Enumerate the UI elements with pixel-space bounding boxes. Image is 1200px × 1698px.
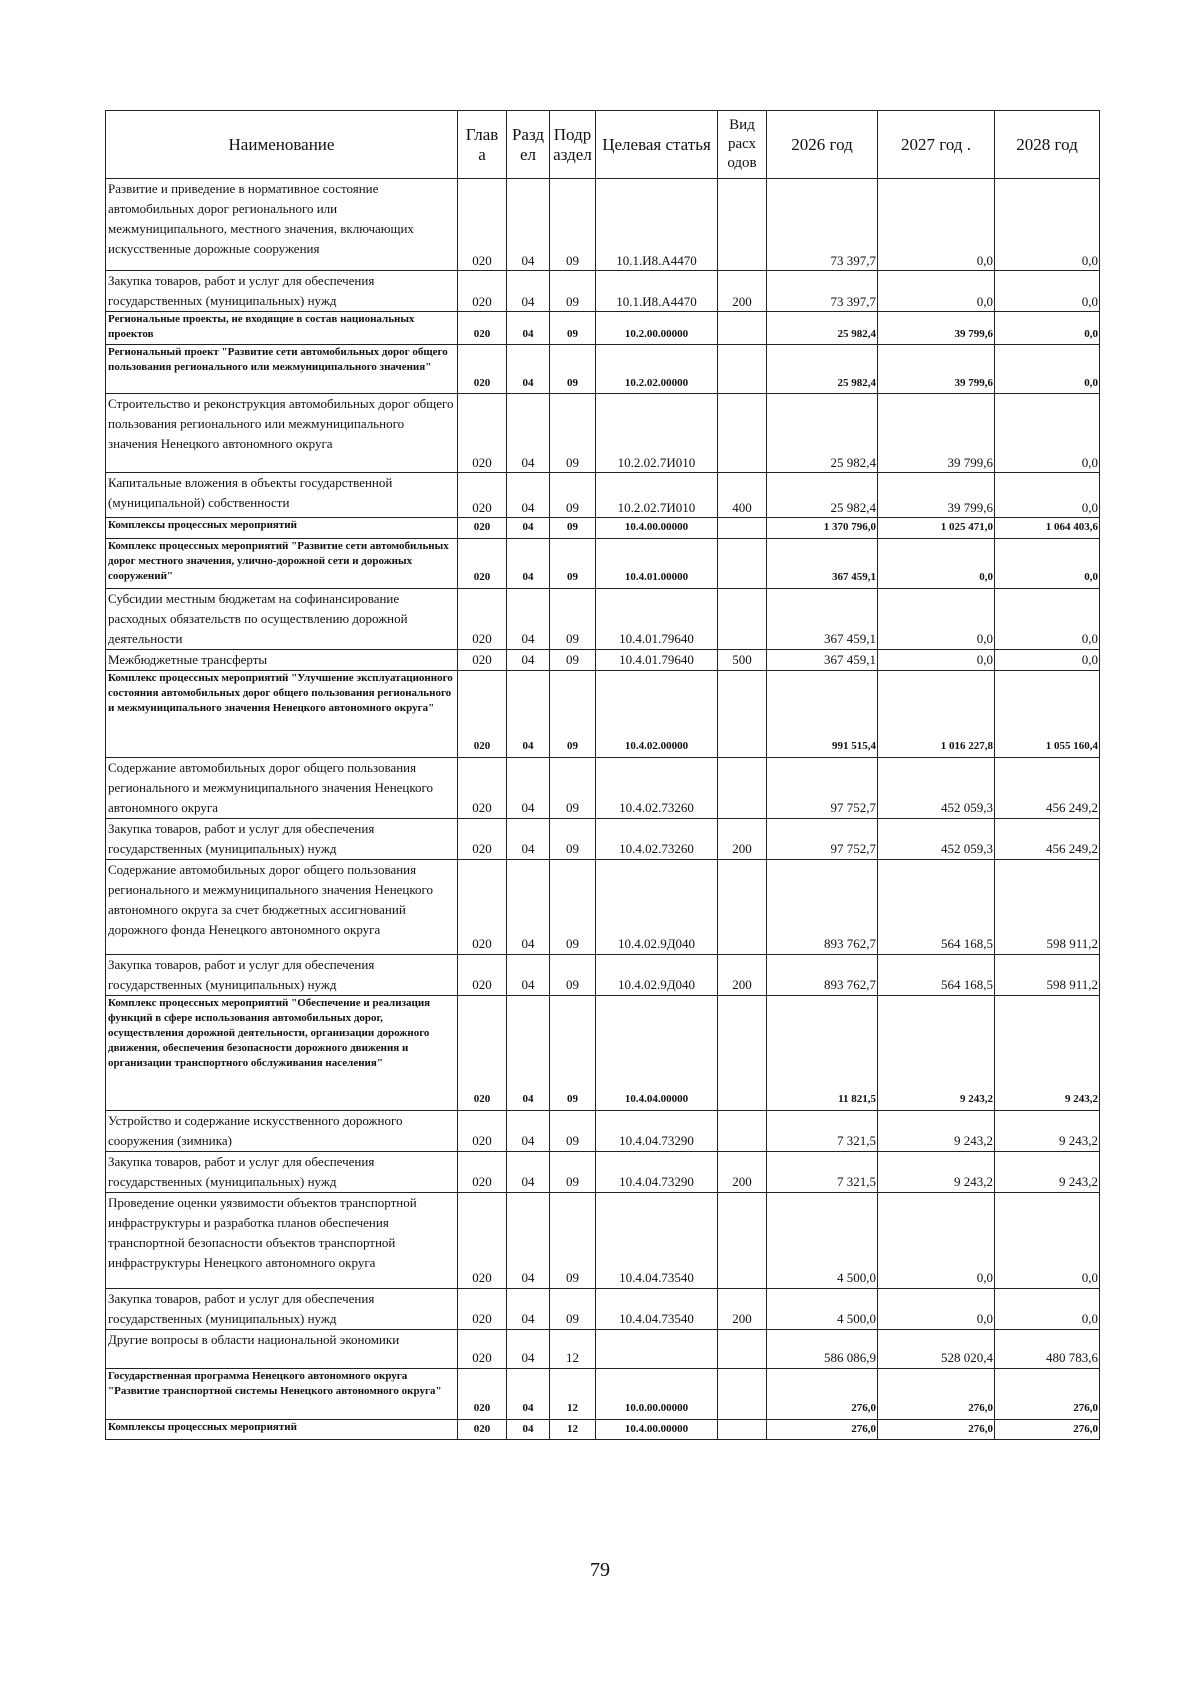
cell-y2027: 276,0 [878, 1368, 995, 1419]
cell-y2028: 0,0 [995, 538, 1100, 588]
table-row [106, 345, 1100, 394]
cell-vid: 400 [718, 473, 767, 518]
cell-podrazdel: 09 [550, 757, 596, 818]
table-row [106, 757, 1100, 818]
cell-vid: 200 [718, 1151, 767, 1192]
cell-glava: 020 [458, 995, 507, 1110]
cell-target: 10.2.00.00000 [596, 312, 718, 345]
cell-y2027: 276,0 [878, 1419, 995, 1440]
cell-y2026: 25 982,4 [767, 394, 878, 473]
cell-razdel: 04 [507, 1419, 550, 1440]
cell-y2026: 276,0 [767, 1368, 878, 1419]
cell-razdel: 04 [507, 312, 550, 345]
cell-y2028: 1 055 160,4 [995, 670, 1100, 757]
cell-podrazdel: 09 [550, 179, 596, 271]
cell-y2027: 1 016 227,8 [878, 670, 995, 757]
cell-y2028: 0,0 [995, 179, 1100, 271]
cell-podrazdel: 12 [550, 1368, 596, 1419]
cell-podrazdel: 09 [550, 518, 596, 539]
cell-vid [718, 995, 767, 1110]
cell-y2026: 73 397,7 [767, 271, 878, 312]
table-row [106, 394, 1100, 473]
cell-y2028: 0,0 [995, 1288, 1100, 1329]
cell-y2026: 4 500,0 [767, 1288, 878, 1329]
cell-y2026: 97 752,7 [767, 757, 878, 818]
table-row [106, 1419, 1100, 1440]
cell-podrazdel: 09 [550, 1110, 596, 1151]
cell-y2028: 0,0 [995, 1192, 1100, 1288]
cell-razdel: 04 [507, 1368, 550, 1419]
cell-vid: 200 [718, 818, 767, 859]
cell-target: 10.4.04.00000 [596, 995, 718, 1110]
cell-y2026: 7 321,5 [767, 1151, 878, 1192]
cell-razdel: 04 [507, 1329, 550, 1368]
table-row [106, 670, 1100, 757]
cell-name: Закупка товаров, работ и услуг для обеспечения государственных (муниципальных) нужд [106, 818, 458, 859]
cell-razdel: 04 [507, 1192, 550, 1288]
table-row [106, 1192, 1100, 1288]
cell-y2028: 0,0 [995, 588, 1100, 649]
cell-y2028: 456 249,2 [995, 757, 1100, 818]
cell-name: Комплекс процессных мероприятий "Улучшение эксплуатационного состояния автомобильных дорог общего пользования регионального и межмуниципального значения Ненецкого автономного округа" [106, 670, 458, 757]
cell-podrazdel: 09 [550, 859, 596, 954]
cell-target [596, 1329, 718, 1368]
cell-y2027: 39 799,6 [878, 473, 995, 518]
cell-y2027: 0,0 [878, 588, 995, 649]
cell-razdel: 04 [507, 179, 550, 271]
cell-vid [718, 1329, 767, 1368]
cell-vid [718, 1110, 767, 1151]
cell-glava: 020 [458, 518, 507, 539]
cell-name: Устройство и содержание искусственного дорожного сооружения (зимника) [106, 1110, 458, 1151]
cell-name: Закупка товаров, работ и услуг для обеспечения государственных (муниципальных) нужд [106, 1151, 458, 1192]
cell-glava: 020 [458, 1368, 507, 1419]
table-body [106, 179, 1100, 1440]
cell-y2028: 598 911,2 [995, 954, 1100, 995]
cell-y2028: 0,0 [995, 394, 1100, 473]
cell-y2028: 1 064 403,6 [995, 518, 1100, 539]
cell-name: Комплексы процессных мероприятий [106, 518, 458, 539]
table-row [106, 312, 1100, 345]
header-2028: 2028 год [995, 111, 1100, 179]
cell-vid [718, 670, 767, 757]
header-razdel: Разд ел [507, 111, 550, 179]
cell-y2026: 25 982,4 [767, 345, 878, 394]
table-row [106, 1110, 1100, 1151]
cell-razdel: 04 [507, 995, 550, 1110]
cell-y2026: 7 321,5 [767, 1110, 878, 1151]
cell-target: 10.2.02.00000 [596, 345, 718, 394]
cell-y2026: 97 752,7 [767, 818, 878, 859]
cell-glava: 020 [458, 954, 507, 995]
cell-podrazdel: 09 [550, 954, 596, 995]
cell-y2027: 528 020,4 [878, 1329, 995, 1368]
table-header-row [106, 111, 1100, 179]
cell-y2026: 586 086,9 [767, 1329, 878, 1368]
cell-name: Межбюджетные трансферты [106, 649, 458, 670]
cell-y2026: 367 459,1 [767, 649, 878, 670]
cell-vid: 500 [718, 649, 767, 670]
cell-y2026: 4 500,0 [767, 1192, 878, 1288]
cell-glava: 020 [458, 670, 507, 757]
cell-vid [718, 518, 767, 539]
cell-y2026: 276,0 [767, 1419, 878, 1440]
cell-name: Развитие и приведение в нормативное состояние автомобильных дорог регионального или межмуниципального, местного значения, включающих искусственные дорожные сооружения [106, 179, 458, 271]
cell-y2027: 452 059,3 [878, 757, 995, 818]
cell-y2028: 9 243,2 [995, 1151, 1100, 1192]
cell-name: Содержание автомобильных дорог общего пользования регионального и межмуниципального значения Ненецкого автономного округа за счет бюджетных ассигнований дорожного фонда Ненецкого автономного округа [106, 859, 458, 954]
cell-y2028: 276,0 [995, 1368, 1100, 1419]
cell-y2027: 9 243,2 [878, 1151, 995, 1192]
cell-y2027: 0,0 [878, 1192, 995, 1288]
cell-razdel: 04 [507, 518, 550, 539]
cell-y2027: 39 799,6 [878, 312, 995, 345]
cell-podrazdel: 09 [550, 588, 596, 649]
cell-vid [718, 394, 767, 473]
table-row [106, 518, 1100, 539]
cell-razdel: 04 [507, 394, 550, 473]
cell-y2026: 11 821,5 [767, 995, 878, 1110]
cell-y2028: 9 243,2 [995, 1110, 1100, 1151]
cell-vid [718, 179, 767, 271]
cell-y2028: 0,0 [995, 473, 1100, 518]
cell-y2026: 25 982,4 [767, 473, 878, 518]
cell-podrazdel: 09 [550, 818, 596, 859]
cell-glava: 020 [458, 538, 507, 588]
table-row [106, 179, 1100, 271]
header-2026: 2026 год [767, 111, 878, 179]
cell-razdel: 04 [507, 1151, 550, 1192]
cell-podrazdel: 09 [550, 473, 596, 518]
cell-name: Региональные проекты, не входящие в состав национальных проектов [106, 312, 458, 345]
table-row [106, 954, 1100, 995]
cell-podrazdel: 09 [550, 538, 596, 588]
cell-razdel: 04 [507, 649, 550, 670]
cell-y2027: 9 243,2 [878, 1110, 995, 1151]
cell-vid [718, 588, 767, 649]
cell-podrazdel: 12 [550, 1329, 596, 1368]
cell-razdel: 04 [507, 473, 550, 518]
cell-glava: 020 [458, 345, 507, 394]
cell-y2027: 452 059,3 [878, 818, 995, 859]
cell-y2026: 73 397,7 [767, 179, 878, 271]
cell-y2027: 564 168,5 [878, 954, 995, 995]
cell-glava: 020 [458, 757, 507, 818]
cell-target: 10.4.04.73290 [596, 1151, 718, 1192]
cell-name: Комплекс процессных мероприятий "Развитие сети автомобильных дорог местного значения, улично-дорожной сети и дорожных сооружений" [106, 538, 458, 588]
cell-podrazdel: 09 [550, 345, 596, 394]
cell-vid [718, 1419, 767, 1440]
cell-y2026: 893 762,7 [767, 859, 878, 954]
cell-target: 10.2.02.7И010 [596, 473, 718, 518]
cell-target: 10.2.02.7И010 [596, 394, 718, 473]
table-row [106, 1329, 1100, 1368]
cell-name: Капитальные вложения в объекты государственной (муниципальной) собственности [106, 473, 458, 518]
cell-vid: 200 [718, 954, 767, 995]
cell-name: Проведение оценки уязвимости объектов транспортной инфраструктуры и разработка планов обеспечения транспортной безопасности объектов транспортной инфраструктуры Ненецкого автономного округа [106, 1192, 458, 1288]
cell-y2026: 25 982,4 [767, 312, 878, 345]
table-row [106, 1368, 1100, 1419]
header-target: Целевая статья [596, 111, 718, 179]
cell-target: 10.0.00.00000 [596, 1368, 718, 1419]
cell-target: 10.1.И8.А4470 [596, 179, 718, 271]
cell-razdel: 04 [507, 670, 550, 757]
header-name: Наименование [106, 111, 458, 179]
cell-podrazdel: 09 [550, 995, 596, 1110]
cell-glava: 020 [458, 312, 507, 345]
cell-y2027: 0,0 [878, 649, 995, 670]
cell-name: Другие вопросы в области национальной экономики [106, 1329, 458, 1368]
cell-name: Государственная программа Ненецкого автономного округа "Развитие транспортной системы Ненецкого автономного округа" [106, 1368, 458, 1419]
cell-razdel: 04 [507, 271, 550, 312]
table-row [106, 271, 1100, 312]
cell-name: Комплекс процессных мероприятий "Обеспечение и реализация функций в сфере использования автомобильных дорог, осуществления дорожной деятельности, организации дорожного движения, обеспечения безопасности дорожного движения и организации транспортного обслуживания населения" [106, 995, 458, 1110]
header-glava: Глав а [458, 111, 507, 179]
cell-razdel: 04 [507, 538, 550, 588]
cell-razdel: 04 [507, 588, 550, 649]
cell-vid: 200 [718, 1288, 767, 1329]
cell-target: 10.4.02.9Д040 [596, 954, 718, 995]
cell-glava: 020 [458, 271, 507, 312]
cell-glava: 020 [458, 1329, 507, 1368]
table-row [106, 995, 1100, 1110]
cell-vid [718, 312, 767, 345]
cell-name: Строительство и реконструкция автомобильных дорог общего пользования регионального или межмуниципального значения Ненецкого автономного округа [106, 394, 458, 473]
header-2027: 2027 год . [878, 111, 995, 179]
cell-name: Региональный проект "Развитие сети автомобильных дорог общего пользования регионального или межмуниципального значения" [106, 345, 458, 394]
cell-vid [718, 757, 767, 818]
cell-vid [718, 1192, 767, 1288]
cell-y2027: 9 243,2 [878, 995, 995, 1110]
cell-target: 10.4.01.79640 [596, 649, 718, 670]
cell-podrazdel: 09 [550, 1288, 596, 1329]
cell-name: Содержание автомобильных дорог общего пользования регионального и межмуниципального значения Ненецкого автономного округа [106, 757, 458, 818]
cell-glava: 020 [458, 179, 507, 271]
cell-y2027: 39 799,6 [878, 394, 995, 473]
cell-target: 10.1.И8.А4470 [596, 271, 718, 312]
cell-razdel: 04 [507, 1110, 550, 1151]
cell-razdel: 04 [507, 859, 550, 954]
cell-razdel: 04 [507, 954, 550, 995]
cell-glava: 020 [458, 859, 507, 954]
cell-podrazdel: 09 [550, 670, 596, 757]
table-row [106, 859, 1100, 954]
cell-target: 10.4.04.73540 [596, 1192, 718, 1288]
table-row [106, 538, 1100, 588]
cell-razdel: 04 [507, 818, 550, 859]
table-row [106, 588, 1100, 649]
cell-y2028: 480 783,6 [995, 1329, 1100, 1368]
cell-vid [718, 859, 767, 954]
page-number: 79 [590, 1559, 610, 1581]
cell-podrazdel: 09 [550, 649, 596, 670]
cell-podrazdel: 09 [550, 394, 596, 473]
budget-table [105, 110, 1100, 1440]
cell-podrazdel: 09 [550, 1192, 596, 1288]
cell-vid [718, 538, 767, 588]
cell-name: Закупка товаров, работ и услуг для обеспечения государственных (муниципальных) нужд [106, 1288, 458, 1329]
cell-y2028: 0,0 [995, 345, 1100, 394]
cell-y2028: 0,0 [995, 312, 1100, 345]
cell-y2026: 1 370 796,0 [767, 518, 878, 539]
cell-target: 10.4.00.00000 [596, 1419, 718, 1440]
cell-target: 10.4.02.73260 [596, 818, 718, 859]
cell-target: 10.4.01.00000 [596, 538, 718, 588]
cell-podrazdel: 09 [550, 271, 596, 312]
cell-y2026: 367 459,1 [767, 588, 878, 649]
table-row [106, 818, 1100, 859]
table-row [106, 473, 1100, 518]
cell-y2026: 991 515,4 [767, 670, 878, 757]
cell-name: Закупка товаров, работ и услуг для обеспечения государственных (муниципальных) нужд [106, 271, 458, 312]
cell-y2026: 367 459,1 [767, 538, 878, 588]
cell-target: 10.4.02.73260 [596, 757, 718, 818]
cell-glava: 020 [458, 818, 507, 859]
cell-y2028: 456 249,2 [995, 818, 1100, 859]
cell-target: 10.4.04.73540 [596, 1288, 718, 1329]
cell-target: 10.4.02.00000 [596, 670, 718, 757]
cell-name: Субсидии местным бюджетам на софинансирование расходных обязательств по осуществлению дорожной деятельности [106, 588, 458, 649]
cell-razdel: 04 [507, 757, 550, 818]
cell-y2026: 893 762,7 [767, 954, 878, 995]
cell-podrazdel: 09 [550, 1151, 596, 1192]
cell-vid [718, 345, 767, 394]
cell-y2027: 1 025 471,0 [878, 518, 995, 539]
cell-y2028: 0,0 [995, 271, 1100, 312]
cell-y2027: 0,0 [878, 271, 995, 312]
cell-y2027: 0,0 [878, 1288, 995, 1329]
table-row [106, 1151, 1100, 1192]
cell-target: 10.4.02.9Д040 [596, 859, 718, 954]
cell-glava: 020 [458, 1288, 507, 1329]
cell-target: 10.4.00.00000 [596, 518, 718, 539]
cell-y2028: 0,0 [995, 649, 1100, 670]
cell-y2028: 9 243,2 [995, 995, 1100, 1110]
cell-glava: 020 [458, 588, 507, 649]
cell-y2027: 39 799,6 [878, 345, 995, 394]
cell-name: Комплексы процессных мероприятий [106, 1419, 458, 1440]
cell-name: Закупка товаров, работ и услуг для обеспечения государственных (муниципальных) нужд [106, 954, 458, 995]
cell-vid [718, 1368, 767, 1419]
header-podrazdel: Подр аздел [550, 111, 596, 179]
cell-glava: 020 [458, 1151, 507, 1192]
cell-glava: 020 [458, 1192, 507, 1288]
cell-vid: 200 [718, 271, 767, 312]
cell-glava: 020 [458, 1419, 507, 1440]
cell-target: 10.4.01.79640 [596, 588, 718, 649]
header-vid: Вид расх одов [718, 111, 767, 179]
cell-y2027: 564 168,5 [878, 859, 995, 954]
cell-podrazdel: 12 [550, 1419, 596, 1440]
cell-glava: 020 [458, 649, 507, 670]
cell-glava: 020 [458, 1110, 507, 1151]
cell-glava: 020 [458, 394, 507, 473]
cell-razdel: 04 [507, 345, 550, 394]
cell-podrazdel: 09 [550, 312, 596, 345]
table-row [106, 1288, 1100, 1329]
cell-glava: 020 [458, 473, 507, 518]
cell-target: 10.4.04.73290 [596, 1110, 718, 1151]
cell-y2028: 276,0 [995, 1419, 1100, 1440]
cell-razdel: 04 [507, 1288, 550, 1329]
cell-y2027: 0,0 [878, 179, 995, 271]
cell-y2028: 598 911,2 [995, 859, 1100, 954]
cell-y2027: 0,0 [878, 538, 995, 588]
table-row [106, 649, 1100, 670]
